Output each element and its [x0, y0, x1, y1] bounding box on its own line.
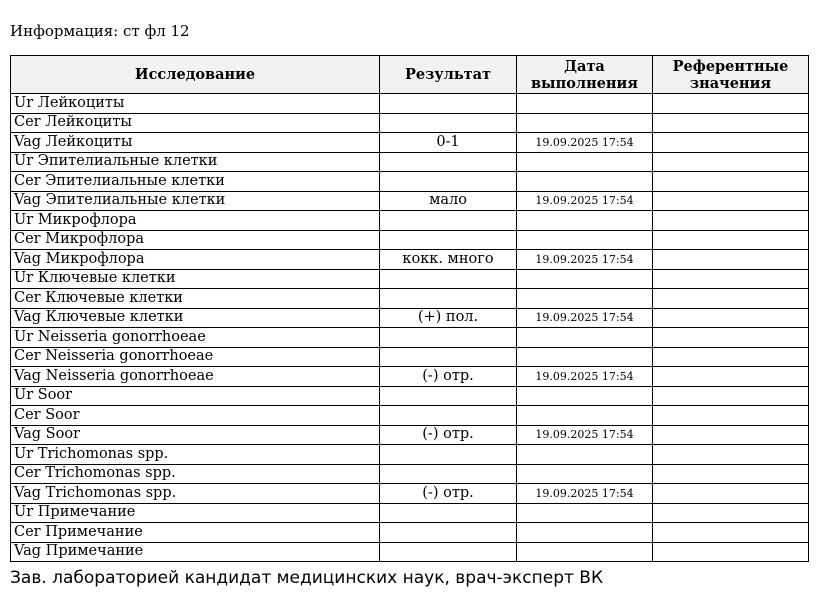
result-cell [380, 94, 517, 114]
result-cell [380, 542, 517, 562]
study-cell: Cer Neisseria gonorrhoeae [11, 347, 380, 367]
result-cell [380, 406, 517, 426]
reference-cell [653, 152, 809, 172]
date-cell [517, 406, 653, 426]
result-cell: (-) отр. [380, 425, 517, 445]
date-cell [517, 94, 653, 114]
header-reference: Референтные значения [653, 56, 809, 94]
table-row [11, 464, 809, 484]
study-cell: Cer Микрофлора [11, 230, 380, 250]
date-cell [517, 464, 653, 484]
table-row [11, 542, 809, 562]
table-row [11, 230, 809, 250]
header-study: Исследование [11, 56, 380, 94]
table-row [11, 328, 809, 348]
date-cell [517, 289, 653, 309]
reference-cell [653, 484, 809, 504]
result-cell [380, 328, 517, 348]
result-cell [380, 503, 517, 523]
result-cell [380, 152, 517, 172]
table-row [11, 250, 809, 270]
table-row [11, 386, 809, 406]
date-cell [517, 152, 653, 172]
date-cell [517, 503, 653, 523]
date-cell: 19.09.2025 17:54 [517, 133, 653, 153]
result-cell [380, 464, 517, 484]
study-cell: Vag Лейкоциты [11, 133, 380, 153]
reference-cell [653, 191, 809, 211]
reference-cell [653, 308, 809, 328]
result-cell [380, 113, 517, 133]
table-row [11, 445, 809, 465]
study-cell: Vag Микрофлора [11, 250, 380, 270]
document-title: Информация: ст фл 12 [10, 22, 190, 40]
reference-cell [653, 347, 809, 367]
study-cell: Ur Микрофлора [11, 211, 380, 231]
study-cell: Ur Эпителиальные клетки [11, 152, 380, 172]
study-cell: Ur Trichomonas spp. [11, 445, 380, 465]
study-cell: Vag Ключевые клетки [11, 308, 380, 328]
table-row [11, 367, 809, 387]
study-cell: Vag Примечание [11, 542, 380, 562]
date-cell: 19.09.2025 17:54 [517, 484, 653, 504]
date-cell [517, 230, 653, 250]
study-cell: Cer Эпителиальные клетки [11, 172, 380, 192]
reference-cell [653, 425, 809, 445]
date-cell: 19.09.2025 17:54 [517, 367, 653, 387]
reference-cell [653, 113, 809, 133]
result-cell [380, 445, 517, 465]
reference-cell [653, 328, 809, 348]
reference-cell [653, 133, 809, 153]
date-cell [517, 445, 653, 465]
table-row [11, 172, 809, 192]
reference-cell [653, 230, 809, 250]
table-row [11, 191, 809, 211]
date-cell: 19.09.2025 17:54 [517, 425, 653, 445]
reference-cell [653, 523, 809, 543]
date-cell [517, 211, 653, 231]
date-cell: 19.09.2025 17:54 [517, 191, 653, 211]
study-cell: Cer Ключевые клетки [11, 289, 380, 309]
study-cell: Cer Примечание [11, 523, 380, 543]
reference-cell [653, 94, 809, 114]
table-row [11, 406, 809, 426]
reference-cell [653, 367, 809, 387]
table-row [11, 308, 809, 328]
date-cell [517, 386, 653, 406]
study-cell: Ur Лейкоциты [11, 94, 380, 114]
table-row [11, 211, 809, 231]
reference-cell [653, 211, 809, 231]
result-cell [380, 269, 517, 289]
date-cell: 19.09.2025 17:54 [517, 308, 653, 328]
study-cell: Cer Лейкоциты [11, 113, 380, 133]
date-cell [517, 172, 653, 192]
table-body [11, 94, 809, 562]
reference-cell [653, 464, 809, 484]
table-row [11, 289, 809, 309]
reference-cell [653, 289, 809, 309]
date-cell: 19.09.2025 17:54 [517, 250, 653, 270]
result-cell [380, 230, 517, 250]
study-cell: Vag Trichomonas spp. [11, 484, 380, 504]
table-row [11, 152, 809, 172]
study-cell: Ur Neisseria gonorrhoeae [11, 328, 380, 348]
table-row [11, 113, 809, 133]
date-cell [517, 269, 653, 289]
result-cell: мало [380, 191, 517, 211]
study-cell: Ur Примечание [11, 503, 380, 523]
reference-cell [653, 406, 809, 426]
result-cell: кокк. много [380, 250, 517, 270]
header-date: Дата выполнения [517, 56, 653, 94]
study-cell: Ur Soor [11, 386, 380, 406]
result-cell: (-) отр. [380, 367, 517, 387]
reference-cell [653, 386, 809, 406]
result-cell: (+) пол. [380, 308, 517, 328]
result-cell: (-) отр. [380, 484, 517, 504]
reference-cell [653, 250, 809, 270]
study-cell: Vag Soor [11, 425, 380, 445]
study-cell: Vag Neisseria gonorrhoeae [11, 367, 380, 387]
study-cell: Vag Эпителиальные клетки [11, 191, 380, 211]
result-cell [380, 347, 517, 367]
table-header-row [11, 56, 809, 94]
table-row [11, 503, 809, 523]
header-result: Результат [380, 56, 517, 94]
reference-cell [653, 172, 809, 192]
table-row [11, 94, 809, 114]
results-table [10, 55, 809, 562]
table-row [11, 269, 809, 289]
date-cell [517, 113, 653, 133]
table-row [11, 347, 809, 367]
date-cell [517, 523, 653, 543]
reference-cell [653, 542, 809, 562]
reference-cell [653, 503, 809, 523]
result-cell [380, 523, 517, 543]
table-row [11, 425, 809, 445]
result-cell [380, 386, 517, 406]
result-cell [380, 211, 517, 231]
result-cell [380, 289, 517, 309]
study-cell: Cer Trichomonas spp. [11, 464, 380, 484]
result-cell [380, 172, 517, 192]
table-row [11, 484, 809, 504]
date-cell [517, 328, 653, 348]
date-cell [517, 542, 653, 562]
signature-line: Зав. лабораторией кандидат медицинских наук, врач-эксперт ВК [10, 568, 604, 588]
table-row [11, 523, 809, 543]
result-cell: 0-1 [380, 133, 517, 153]
table-row [11, 133, 809, 153]
reference-cell [653, 445, 809, 465]
reference-cell [653, 269, 809, 289]
study-cell: Ur Ключевые клетки [11, 269, 380, 289]
study-cell: Cer Soor [11, 406, 380, 426]
date-cell [517, 347, 653, 367]
